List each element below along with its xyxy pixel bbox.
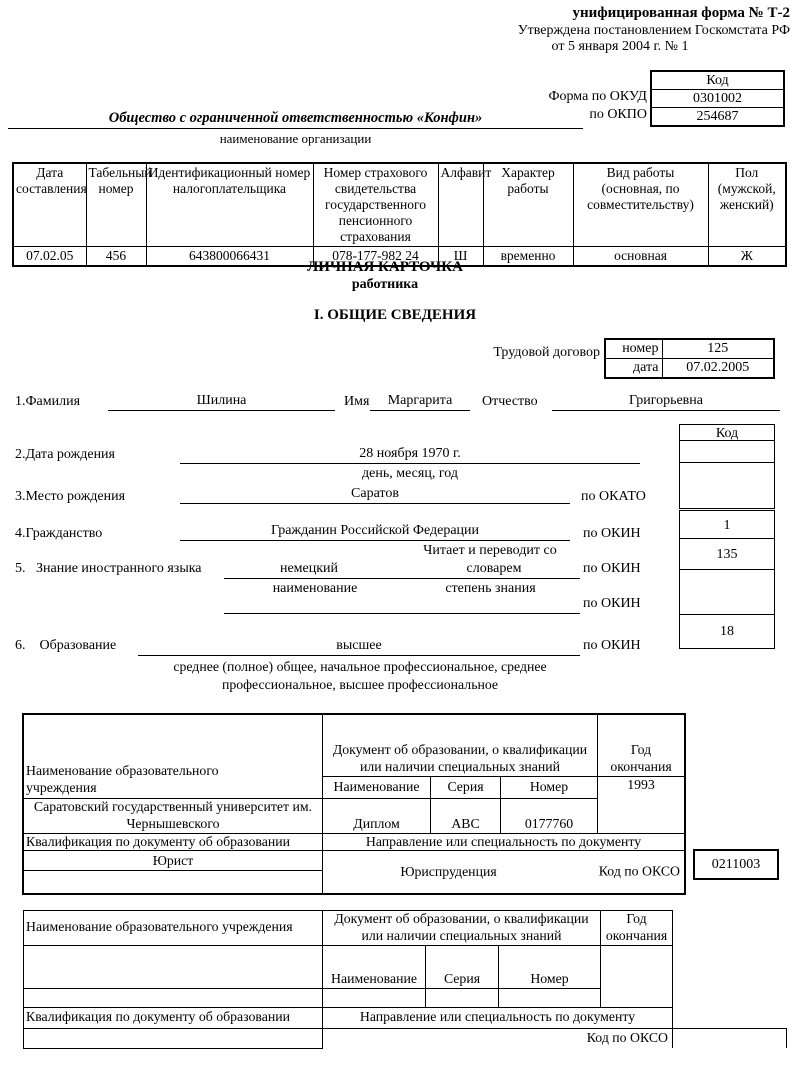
contract-date-value: 07.02.2005 — [662, 359, 774, 379]
et2-year-header: Год окончания — [601, 911, 673, 946]
et2-institution-header: Наименование образовательного учреждения — [24, 911, 323, 946]
personnel-number-header: Табельный номер — [86, 163, 146, 247]
citizenship-field: Гражданин Российской Федерации — [180, 522, 570, 541]
patronymic-field: Григорьевна — [552, 391, 780, 411]
et1-empty-cell — [24, 871, 323, 894]
et2-doc-name-header: Наименование — [323, 945, 426, 988]
et2-okso-value-box — [672, 1028, 787, 1048]
okin-label-4: по ОКИН — [583, 638, 641, 653]
okpo-value: 254687 — [651, 108, 784, 127]
insurance-number-value: 078-177-982 24 — [313, 247, 438, 266]
et1-doc-series-header: Серия — [431, 777, 501, 799]
et1-doc-series-value: АВС — [431, 799, 501, 834]
inn-value: 643800066431 — [146, 247, 313, 266]
et2-qualification-header: Квалификация по документу об образовании — [24, 1007, 323, 1028]
et1-specialty-header: Направление или специальность по документу — [323, 833, 685, 851]
education-caption-line2: профессиональное, высшее профессиональное — [221, 676, 499, 692]
extra-language-field-line — [224, 594, 580, 614]
okin-label-2: по ОКИН — [583, 561, 641, 576]
et1-institution-header: Наименование образовательного учреждения — [24, 715, 323, 799]
et2-doc-name-value-cell — [323, 988, 426, 1007]
birth-date-field: 28 ноября 1970 г. — [180, 444, 640, 464]
et2-year-value-cell — [601, 945, 673, 1007]
et1-doc-name-value: Диплом — [323, 799, 431, 834]
et2-doc-number-value-cell — [499, 988, 601, 1007]
birth-date-label: 2.Дата рождения — [15, 447, 115, 462]
approval-block — [450, 23, 790, 55]
work-nature-header: Характер работы — [483, 163, 573, 247]
education-table-1 — [22, 713, 686, 895]
et1-doc-name-header: Наименование — [323, 777, 431, 799]
et1-okso-label: Код по ОКСО — [598, 864, 681, 880]
et1-institution-value: Саратовский государственный университет им. Чернышевского — [24, 799, 323, 834]
organization-name: Общество с ограниченной ответственностью «Конфин» — [108, 110, 483, 126]
surname-label: 1.Фамилия — [15, 394, 81, 409]
organization-caption: наименование организации — [219, 131, 372, 146]
insurance-number-header: Номер страхового свидетельства государственного пенсионного страхования — [313, 163, 438, 247]
card-title: ЛИЧНАЯ КАРТОЧКА — [307, 259, 463, 275]
et1-okso-value-box: 0211003 — [693, 849, 779, 880]
education-table-2 — [23, 910, 673, 1049]
language-label: 5. Знание иностранного языка — [15, 561, 202, 576]
et2-document-header: Документ об образовании, о квалификации или наличии специальных знаний — [323, 911, 601, 946]
inn-header: Идентификационный номер налогоплательщика — [146, 163, 313, 247]
code-column-header: Код — [679, 424, 775, 443]
work-type-header: Вид работы (основная, по совместительству) — [573, 163, 708, 247]
work-type-value: основная — [573, 247, 708, 266]
education-label: 6. Образование — [15, 638, 117, 653]
extra-language-code-box — [679, 569, 775, 617]
citizenship-code-box: 1 — [679, 510, 775, 541]
birth-place-label: 3.Место рождения — [15, 489, 126, 504]
birth-place-field: Саратов — [180, 485, 570, 504]
gender-header: Пол (мужской, женский) — [708, 163, 786, 247]
language-code-box: 135 — [679, 538, 775, 572]
et1-document-header: Документ об образовании, о квалификации или наличии специальных знаний — [323, 715, 598, 777]
language-degree-line1: Читает и переводит со — [423, 543, 557, 558]
education-code-box: 18 — [679, 614, 775, 649]
et2-doc-series-value-cell — [426, 988, 499, 1007]
language-name-field: немецкий — [279, 561, 339, 576]
okpo-label: по ОКПО — [589, 107, 647, 122]
et2-qualification-value-cell — [24, 1028, 323, 1048]
citizenship-label: 4.Гражданство — [15, 526, 103, 541]
alphabet-value: Ш — [438, 247, 483, 266]
et1-specialty-cell — [323, 851, 685, 894]
contract-table — [604, 338, 775, 379]
education-field: высшее — [138, 636, 580, 656]
et1-year-header: Год окончания — [598, 715, 685, 777]
et2-doc-number-header: Номер — [499, 945, 601, 988]
date-compiled-header: Дата составления — [13, 163, 86, 247]
et1-year-value: 1993 — [598, 777, 685, 834]
card-subtitle: работника — [351, 277, 419, 292]
approval-line-2: от 5 января 2004 г. № 1 — [551, 39, 689, 54]
et1-qualification-value: Юрист — [24, 851, 323, 871]
date-compiled-value: 07.02.05 — [13, 247, 86, 266]
contract-date-label: дата — [605, 359, 662, 379]
approval-line-1: Утверждена постановлением Госкомстата РФ — [517, 23, 790, 38]
name-label: Имя — [344, 394, 370, 409]
section-1-title: I. ОБЩИЕ СВЕДЕНИЯ — [313, 307, 477, 323]
okud-value: 0301002 — [651, 90, 784, 108]
contract-label: Трудовой договор — [493, 345, 600, 360]
okud-label: Форма по ОКУД — [548, 89, 647, 104]
birth-date-caption: день, месяц, год — [362, 466, 458, 481]
education-caption — [118, 658, 602, 694]
et1-specialty-value: Юриспруденция — [400, 864, 497, 880]
okin-label-3: по ОКИН — [583, 596, 641, 611]
patronymic-label: Отчество — [482, 394, 538, 409]
language-degree-field: словарем — [466, 561, 522, 576]
name-field: Маргарита — [370, 391, 470, 411]
personnel-number-value: 456 — [86, 247, 146, 266]
et2-specialty-header: Направление или специальность по документу — [323, 1007, 673, 1028]
contract-number-label: номер — [605, 339, 662, 359]
gender-value: Ж — [708, 247, 786, 266]
code-header-cell: Код — [651, 71, 784, 90]
et2-doc-series-header: Серия — [426, 945, 499, 988]
contract-number-value: 125 — [662, 339, 774, 359]
okato-label: по ОКАТО — [581, 489, 646, 504]
et1-doc-number-header: Номер — [501, 777, 598, 799]
et2-empty-institution-cell — [24, 988, 323, 1007]
language-name-caption: наименование — [272, 581, 358, 596]
organization-name-line — [8, 110, 583, 129]
form-code-table — [650, 70, 785, 127]
et2-okso-label: Код по ОКСО — [586, 1029, 669, 1045]
language-field-line — [224, 559, 580, 579]
et2-institution-value-cell — [24, 945, 323, 988]
et1-qualification-header: Квалификация по документу об образовании — [24, 833, 323, 851]
form-title: унифицированная форма № Т-2 — [572, 5, 790, 21]
et1-doc-number-value: 0177760 — [501, 799, 598, 834]
work-nature-value: временно — [483, 247, 573, 266]
alphabet-header: Алфавит — [438, 163, 483, 247]
language-degree-caption: степень знания — [445, 581, 536, 596]
birth-place-code-box — [679, 462, 775, 509]
employee-info-table — [12, 162, 787, 267]
surname-field: Шилина — [108, 391, 335, 411]
et2-okso-label-cell — [323, 1028, 673, 1048]
education-caption-line1: среднее (полное) общее, начальное профессиональное, среднее — [173, 659, 547, 674]
okin-label-1: по ОКИН — [583, 526, 641, 541]
